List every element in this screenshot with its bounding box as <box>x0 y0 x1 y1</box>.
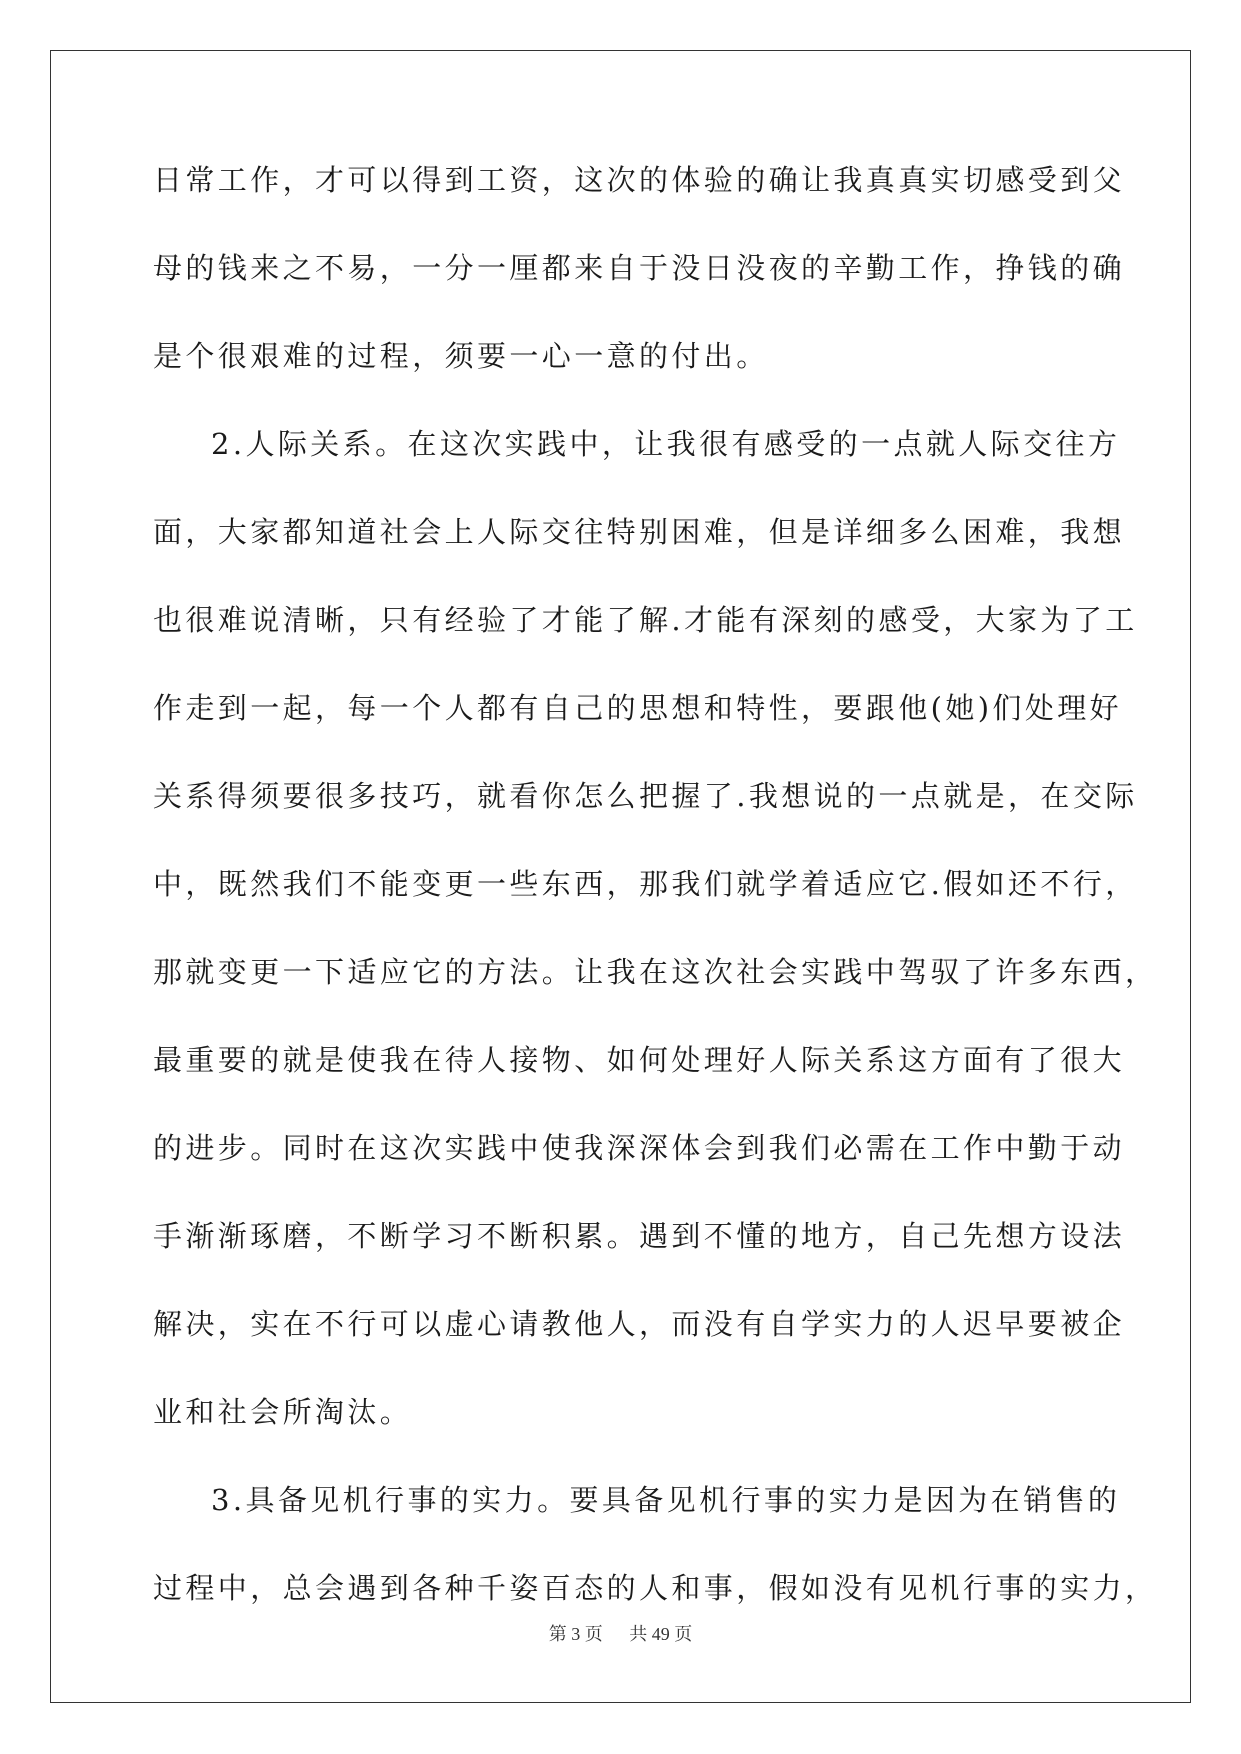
text-line: 那就变更一下适应它的方法。让我在这次社会实践中驾驭了许多东西， <box>153 955 1158 989</box>
page-total: 共 49 页 <box>629 1624 693 1644</box>
text-line: 3.具备见机行事的实力。要具备见机行事的实力是因为在销售的 <box>211 1483 1121 1517</box>
text-line: 的进步。同时在这次实践中使我深深体会到我们必需在工作中勤于动 <box>153 1131 1126 1165</box>
text-line: 过程中，总会遇到各种千姿百态的人和事，假如没有见机行事的实力， <box>153 1571 1158 1605</box>
text-line: 作走到一起，每一个人都有自己的思想和特性，要跟他(她)们处理好 <box>153 691 1123 725</box>
text-line: 手渐渐琢磨，不断学习不断积累。遇到不懂的地方，自己先想方设法 <box>153 1219 1126 1253</box>
text-line: 也很难说清晰，只有经验了才能了解.才能有深刻的感受，大家为了工 <box>153 603 1138 637</box>
text-line: 业和社会所淘汰。 <box>153 1395 413 1429</box>
text-line: 日常工作，才可以得到工资，这次的体验的确让我真真实切感受到父 <box>153 163 1126 197</box>
page-number: 第 3 页 <box>548 1624 603 1644</box>
body-text <box>153 160 1158 1656</box>
text-line: 关系得须要很多技巧，就看你怎么把握了.我想说的一点就是，在交际 <box>153 779 1138 813</box>
page-footer <box>0 1620 1241 1646</box>
text-line: 是个很艰难的过程，须要一心一意的付出。 <box>153 339 769 373</box>
text-line: 解决，实在不行可以虚心请教他人，而没有自学实力的人迟早要被企 <box>153 1307 1126 1341</box>
text-line: 2.人际关系。在这次实践中，让我很有感受的一点就人际交往方 <box>211 427 1121 461</box>
text-line: 中，既然我们不能变更一些东西，那我们就学着适应它.假如还不行， <box>153 867 1138 901</box>
text-line: 面，大家都知道社会上人际交往特别困难，但是详细多么困难，我想 <box>153 515 1126 549</box>
text-line: 最重要的就是使我在待人接物、如何处理好人际关系这方面有了很大 <box>153 1043 1126 1077</box>
text-line: 母的钱来之不易，一分一厘都来自于没日没夜的辛勤工作，挣钱的确 <box>153 251 1126 285</box>
